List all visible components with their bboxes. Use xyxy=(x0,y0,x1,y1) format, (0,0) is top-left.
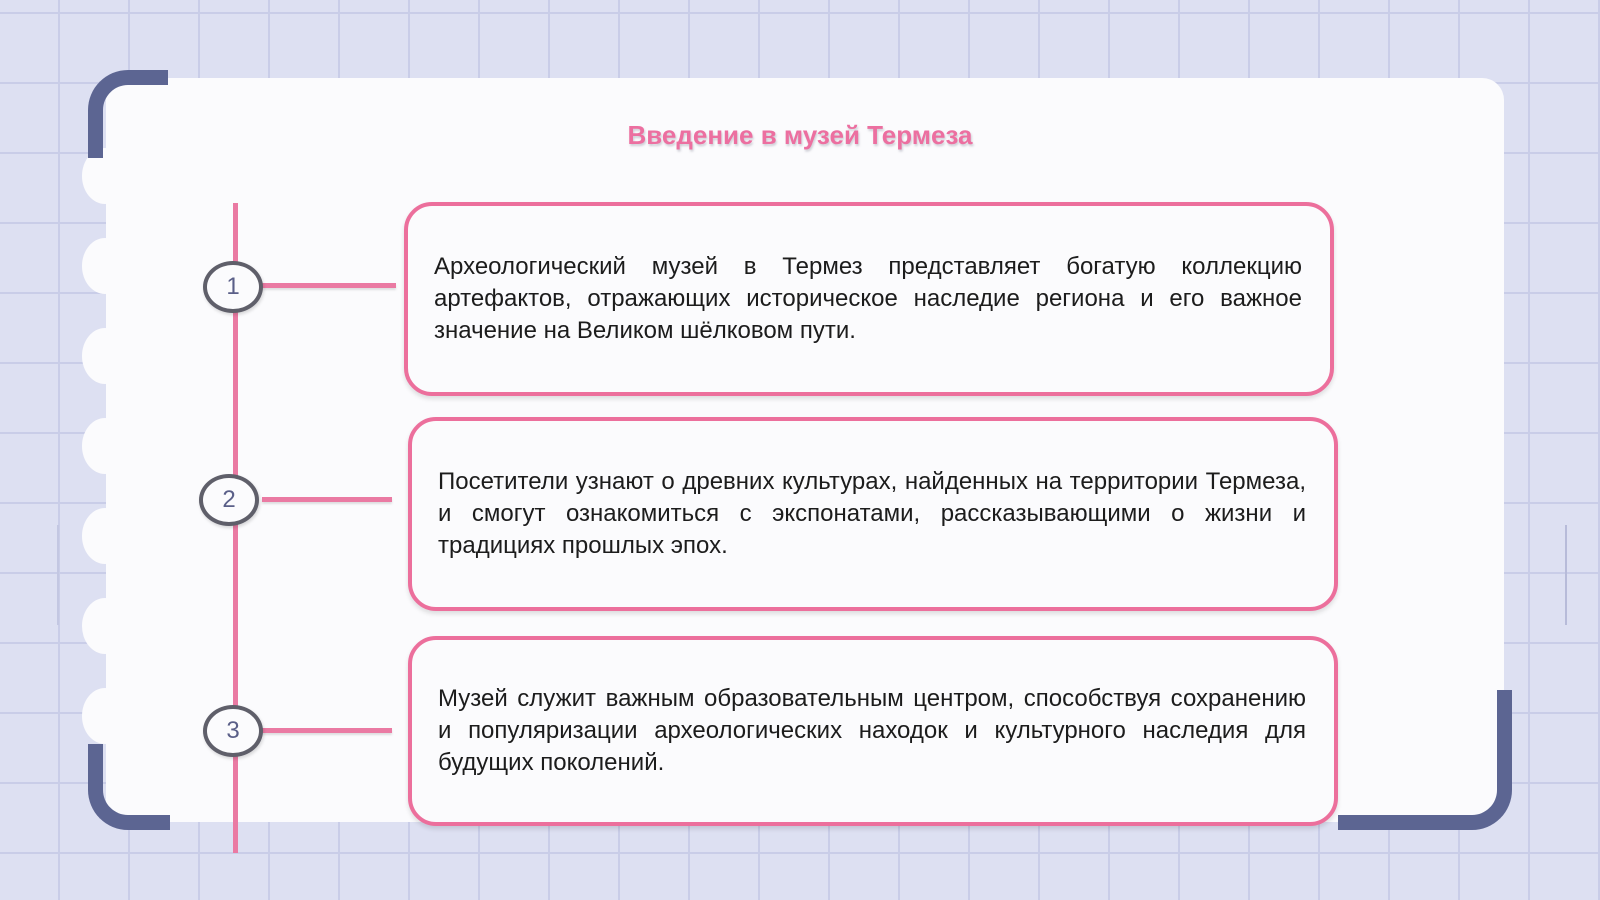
grid-accent-line xyxy=(57,525,59,625)
corner-bracket-bottom-left xyxy=(88,744,170,830)
step-number-3: 3 xyxy=(203,705,263,757)
step-number-1: 1 xyxy=(203,261,263,313)
step-box-3 xyxy=(408,636,1338,826)
connector-line-3 xyxy=(262,728,392,733)
step-number-2: 2 xyxy=(199,474,259,526)
torn-paper-edge xyxy=(82,140,142,760)
connector-line-1 xyxy=(262,283,396,288)
step-box-2 xyxy=(408,417,1338,611)
step-text-3: Музей служит важным образовательным центром, способствуя сохранению и популяризации археологических находок и культурного наследия для будущих поколений. xyxy=(438,685,1306,776)
slide-title: Введение в музей Термеза xyxy=(627,120,973,150)
step-text-1: Археологический музей в Термез представляет богатую коллекцию артефактов, отражающих историческое наследие региона и его важное значение на Великом шёлковом пути. xyxy=(434,253,1302,344)
corner-bracket-bottom-right xyxy=(1338,690,1512,830)
step-text-2: Посетители узнают о древних культурах, найденных на территории Термеза, и смогут ознакомиться с экспонатами, рассказывающими о жизни и традициях прошлых эпох. xyxy=(438,468,1306,559)
step-box-1 xyxy=(404,202,1334,396)
connector-line-2 xyxy=(262,497,392,502)
grid-accent-line xyxy=(1565,525,1567,625)
